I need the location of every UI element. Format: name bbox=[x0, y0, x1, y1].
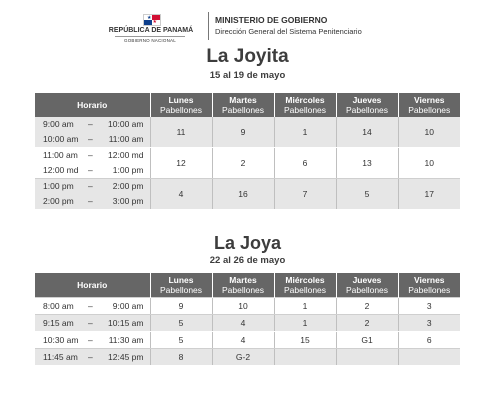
day-header: Martes Pabellones bbox=[212, 273, 274, 298]
value-cell: 6 bbox=[398, 332, 460, 349]
section1-title: La Joyita bbox=[206, 46, 289, 67]
day-header: Martes Pabellones bbox=[212, 93, 274, 117]
value-cell bbox=[274, 349, 336, 366]
header bbox=[0, 6, 495, 46]
time-cell: 9:15 am – 10:15 am bbox=[35, 315, 150, 332]
value-cell: 1 bbox=[274, 298, 336, 315]
value-cell: 5 bbox=[150, 315, 212, 332]
day-header: Viernes Pabellones bbox=[398, 93, 460, 117]
value-cell: G1 bbox=[336, 332, 398, 349]
table-row bbox=[35, 315, 460, 332]
value-cell: 9 bbox=[212, 117, 274, 148]
header-divider bbox=[208, 12, 209, 40]
table-header-row bbox=[35, 273, 460, 298]
day-header: Viernes Pabellones bbox=[398, 273, 460, 298]
value-cell bbox=[398, 349, 460, 366]
value-cell: 4 bbox=[212, 332, 274, 349]
government-label: GOBIERNO NACIONAL bbox=[115, 36, 185, 43]
value-cell: 4 bbox=[212, 315, 274, 332]
section2-dates: 22 al 26 de mayo bbox=[209, 255, 286, 266]
time-cell: 10:30 am – 11:30 am bbox=[35, 332, 150, 349]
republic-label: REPÚBLICA DE PANAMÁ bbox=[108, 27, 194, 34]
value-cell: 16 bbox=[212, 179, 274, 210]
value-cell: 15 bbox=[274, 332, 336, 349]
horario-header: Horario bbox=[35, 273, 150, 298]
value-cell: 2 bbox=[212, 148, 274, 179]
directorate-label: Dirección General del Sistema Penitenciario bbox=[215, 27, 362, 36]
value-cell: 12 bbox=[150, 148, 212, 179]
value-cell: 14 bbox=[336, 117, 398, 148]
time-cell: 11:45 am – 12:45 pm bbox=[35, 349, 150, 366]
value-cell: 13 bbox=[336, 148, 398, 179]
value-cell: 9 bbox=[150, 298, 212, 315]
day-header: Jueves Pabellones bbox=[336, 93, 398, 117]
value-cell: 3 bbox=[398, 315, 460, 332]
value-cell: 17 bbox=[398, 179, 460, 210]
value-cell: 8 bbox=[150, 349, 212, 366]
value-cell: 5 bbox=[150, 332, 212, 349]
value-cell: 1 bbox=[274, 315, 336, 332]
table-row bbox=[35, 148, 460, 179]
value-cell: 7 bbox=[274, 179, 336, 210]
time-cell: 11:00 am – 12:00 md 12:00 md – 1:00 pm bbox=[35, 148, 150, 179]
value-cell: 11 bbox=[150, 117, 212, 148]
value-cell: 10 bbox=[398, 117, 460, 148]
day-header: Lunes Pabellones bbox=[150, 273, 212, 298]
horario-header: Horario bbox=[35, 93, 150, 117]
value-cell: 3 bbox=[398, 298, 460, 315]
time-cell: 9:00 am – 10:00 am 10:00 am – 11:00 am bbox=[35, 117, 150, 148]
table-row bbox=[35, 349, 460, 366]
value-cell: 1 bbox=[274, 117, 336, 148]
value-cell bbox=[336, 349, 398, 366]
table-row bbox=[35, 179, 460, 210]
value-cell: 5 bbox=[336, 179, 398, 210]
day-header: Lunes Pabellones bbox=[150, 93, 212, 117]
schedule-table-la-joya bbox=[35, 273, 460, 366]
ministry-label: MINISTERIO DE GOBIERNO bbox=[215, 15, 328, 25]
value-cell: 6 bbox=[274, 148, 336, 179]
value-cell: 10 bbox=[398, 148, 460, 179]
value-cell: 2 bbox=[336, 298, 398, 315]
value-cell: 2 bbox=[336, 315, 398, 332]
time-cell: 1:00 pm – 2:00 pm 2:00 pm – 3:00 pm bbox=[35, 179, 150, 210]
schedule-table-la-joyita bbox=[35, 93, 460, 210]
section1-dates: 15 al 19 de mayo bbox=[209, 70, 286, 81]
value-cell: 4 bbox=[150, 179, 212, 210]
table-header-row bbox=[35, 93, 460, 117]
value-cell: 10 bbox=[212, 298, 274, 315]
day-header: Miércoles Pabellones bbox=[274, 273, 336, 298]
day-header: Jueves Pabellones bbox=[336, 273, 398, 298]
table-row bbox=[35, 117, 460, 148]
time-cell: 8:00 am – 9:00 am bbox=[35, 298, 150, 315]
table-row bbox=[35, 332, 460, 349]
section2-title: La Joya bbox=[213, 233, 282, 253]
panama-flag-icon: ★ ★ bbox=[143, 14, 161, 26]
value-cell: G-2 bbox=[212, 349, 274, 366]
table-row bbox=[35, 298, 460, 315]
day-header: Miércoles Pabellones bbox=[274, 93, 336, 117]
